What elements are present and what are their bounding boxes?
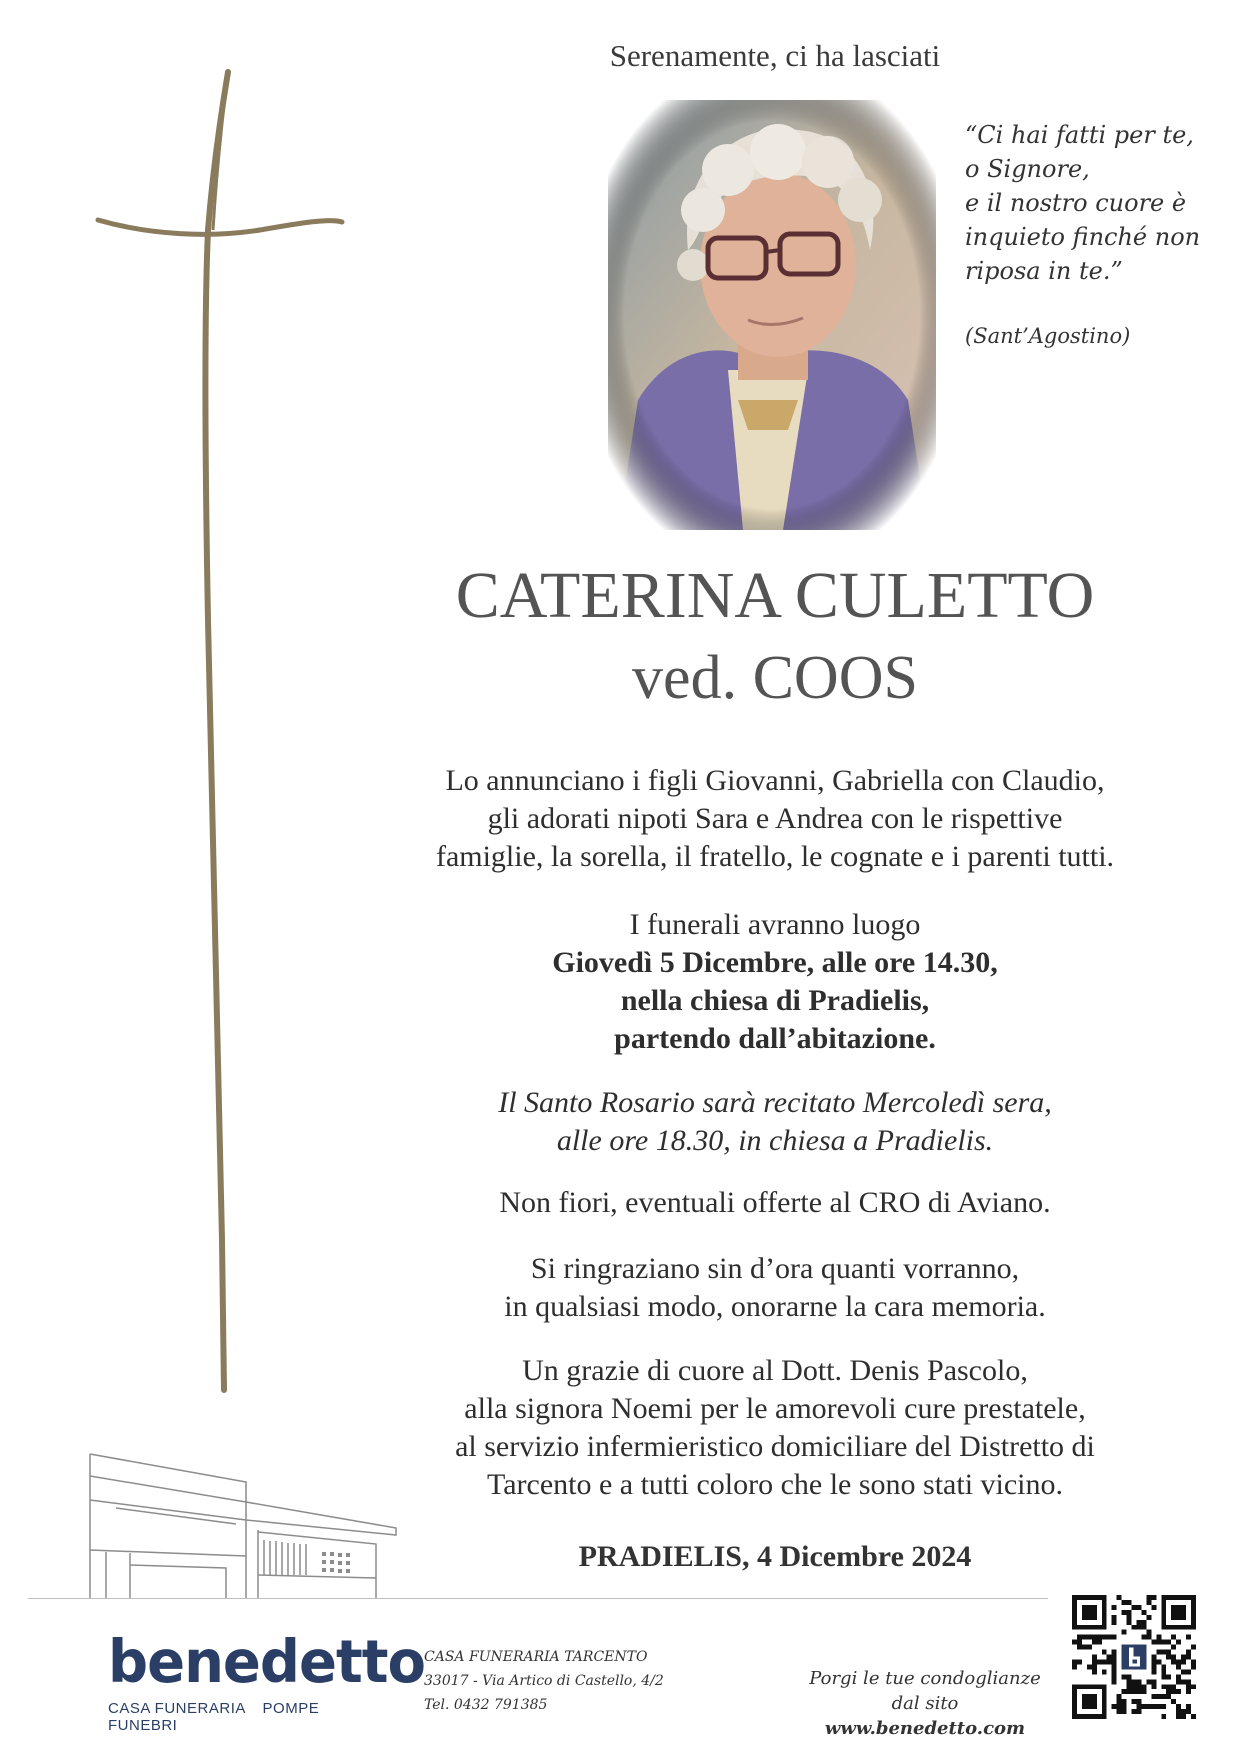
funeral-home-address [424,1645,704,1717]
gratitude-line: al servizio infermieristico domiciliare del Distretto di [455,1430,1095,1463]
funeral-details [380,906,1170,1058]
footer-divider [28,1598,1048,1599]
quote [965,118,1225,288]
funeral-intro: I funerali avranno luogo [629,908,921,941]
quote-line: e il nostro cuore è [965,189,1187,217]
condolences-line: Porgi le tue condoglianze [809,1668,1041,1689]
funeral-line: partendo dall’abitazione. [614,1022,936,1055]
thanks-line: in qualsiasi modo, onorarne la cara memoria. [504,1290,1046,1323]
qr-code-icon[interactable] [1072,1595,1196,1719]
address-line: Tel. 0432 791385 [424,1697,548,1713]
address-line: 33017 - Via Artico di Castello, 4/2 [424,1673,664,1689]
condolences-notice [790,1666,1060,1741]
building-illustration-icon [26,1440,406,1600]
cross-icon [80,60,360,1420]
quote-line: “Ci hai fatti per te, [965,121,1194,149]
logo-tagline-left: CASA FUNERARIA [108,1700,246,1717]
logo-tagline [108,1700,368,1734]
widow-of: ved. COOS [632,644,918,712]
rosary-notice [380,1084,1170,1160]
funeral-line: Giovedì 5 Dicembre, alle ore 14.30, [552,946,998,979]
address-line: CASA FUNERARIA TARCENTO [424,1649,648,1665]
quote-line: riposa in te.” [965,257,1123,285]
place-date: PRADIELIS, 4 Dicembre 2024 [578,1540,972,1573]
announcement-line: famiglie, la sorella, il fratello, le cognate e i parenti tutti. [435,840,1115,873]
thanks-line: Si ringraziano sin d’ora quanti vorranno, [530,1252,1020,1285]
heading: Serenamente, ci ha lasciati [609,38,941,73]
announcement-line: Lo annunciano i figli Giovanni, Gabriella con Claudio, [445,764,1105,797]
website-link[interactable]: www.benedetto.com [824,1718,1026,1739]
announcement-line: gli adorati nipoti Sara e Andrea con le rispettive [487,802,1063,835]
gratitude-line: Tarcento e a tutti coloro che le sono stati vicino. [486,1468,1064,1501]
rosary-line: Il Santo Rosario sarà recitato Mercoledì sera, [498,1086,1052,1119]
deceased-name: CATERINA CULETTO [455,559,1095,632]
quote-line: inquieto finché non [965,223,1201,251]
rosary-line: alle ore 18.30, in chiesa a Pradielis. [556,1124,994,1157]
portrait-photo [608,100,936,530]
gratitude-line: Un grazie di cuore al Dott. Denis Pascolo, [522,1354,1028,1387]
logo-tagline-right: POMPE FUNEBRI [108,1700,320,1734]
quote-source: (Sant’Agostino) [965,324,1131,348]
condolences-prefix: dal sito [891,1693,959,1714]
thanks [380,1250,1170,1326]
gratitude-line: alla signora Noemi per le amorevoli cure prestatele, [464,1392,1086,1425]
quote-line: o Signore, [965,155,1090,183]
gratitude [380,1352,1170,1504]
flowers-notice: Non fiori, eventuali offerte al CRO di Aviano. [499,1186,1051,1219]
condolences-site-line [790,1691,1060,1741]
announcement [380,762,1170,876]
logo-wordmark: benedetto [108,1628,425,1697]
funeral-line: nella chiesa di Pradielis, [620,984,930,1017]
